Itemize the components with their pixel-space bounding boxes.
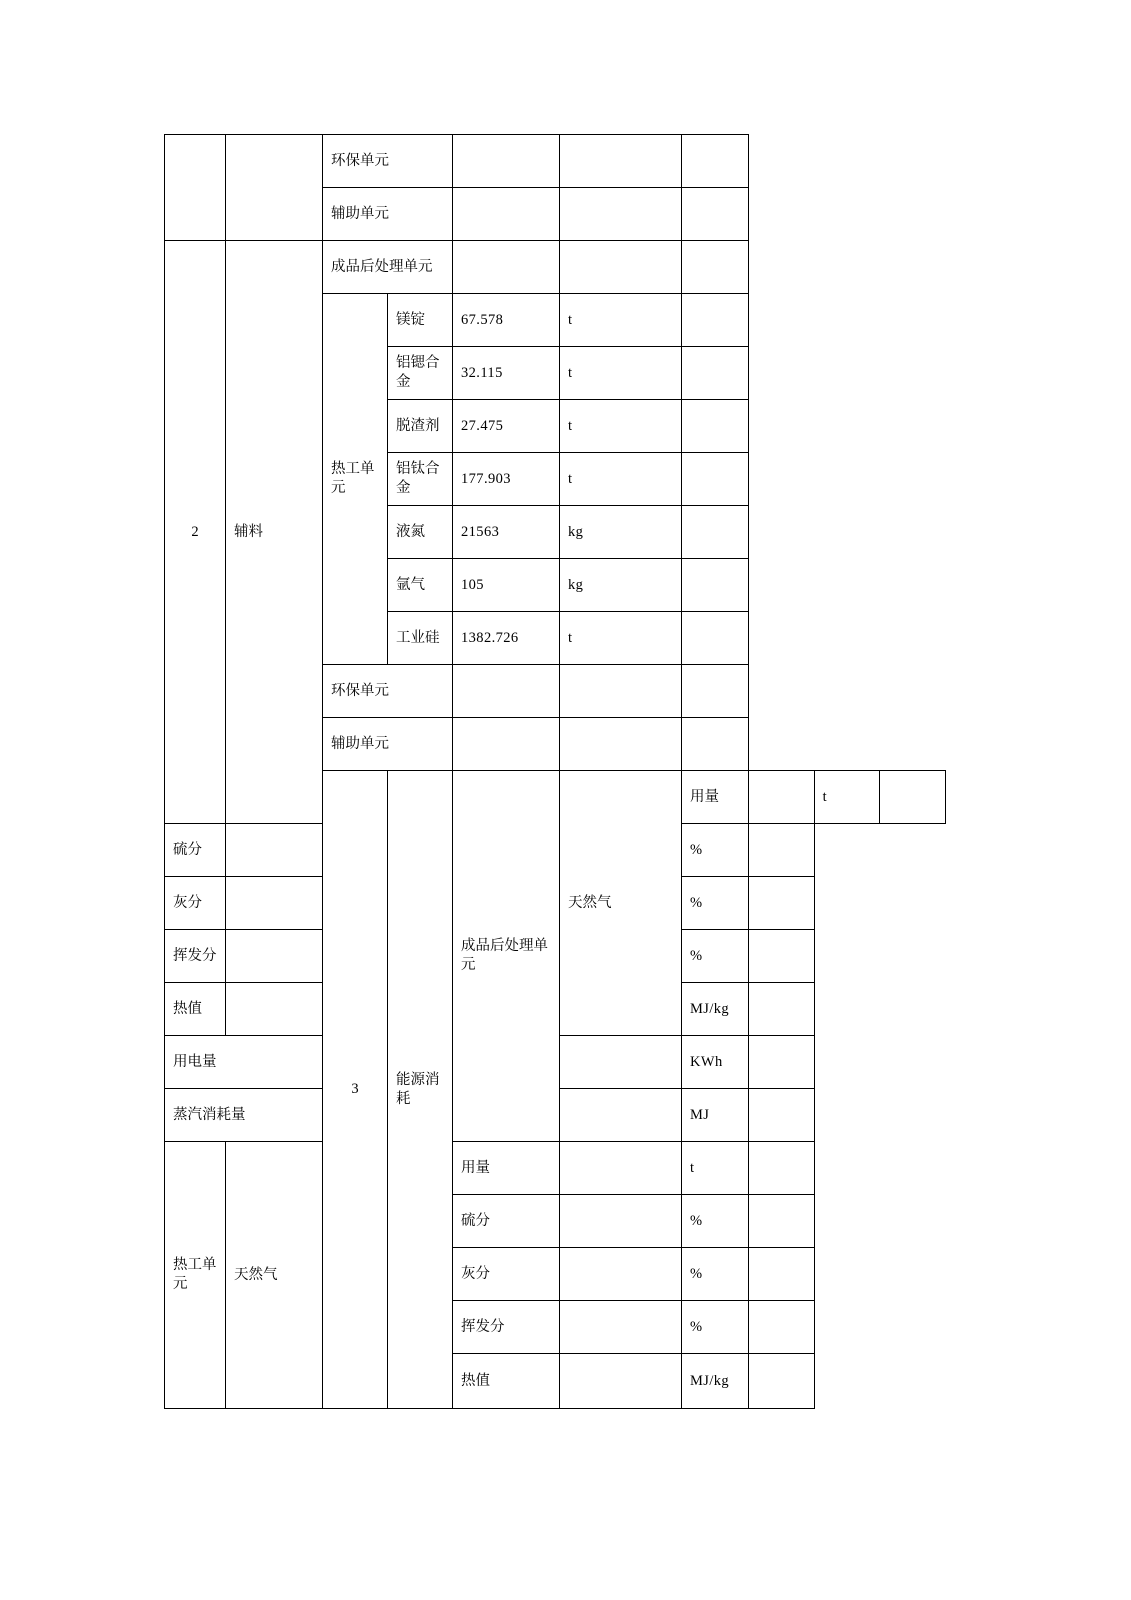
cell-item-liquid-nitrogen: 液氮 <box>388 506 453 559</box>
cell-measure-volatile-1: % <box>682 930 749 983</box>
cell-measure-empty <box>560 241 682 294</box>
cell-measure-argon: kg <box>560 559 682 612</box>
cell-index-3: 3 <box>323 771 388 1409</box>
cell-item-industrial-silicon: 工业硅 <box>388 612 453 665</box>
cell-value-empty <box>453 188 560 241</box>
cell-item-electricity: 用电量 <box>165 1036 323 1089</box>
cell-measure-steam: MJ <box>682 1089 749 1142</box>
cell-note-empty <box>682 612 749 665</box>
cell-measure-empty <box>560 188 682 241</box>
cell-sub-volatile-1: 挥发分 <box>165 930 226 983</box>
cell-note-empty <box>682 241 749 294</box>
cell-category-fuliao <box>226 241 323 824</box>
cell-sub-calorific-1: 热值 <box>165 983 226 1036</box>
cell-measure-liquid-nitrogen: kg <box>560 506 682 559</box>
cell-note-empty <box>682 135 749 188</box>
table-row <box>165 1142 946 1195</box>
table-row <box>165 241 946 294</box>
cell-note-empty <box>682 400 749 453</box>
cell-note-empty <box>749 1195 815 1248</box>
cell-category-energy <box>388 771 453 1409</box>
cell-sub-amount-1: 用量 <box>682 771 749 824</box>
cell-item-al-ti-alloy: 铝钛合金 <box>388 453 453 506</box>
cell-item-natural-gas-2: 天然气 <box>226 1142 323 1409</box>
cell-note-empty <box>682 665 749 718</box>
cell-unit-aux-2: 辅助单元 <box>323 718 453 771</box>
category-label-energy: 能源消耗 <box>396 1071 440 1107</box>
cell-value-empty <box>226 824 323 877</box>
cell-note-empty <box>749 1142 815 1195</box>
cell-note-empty <box>682 453 749 506</box>
cell-item-mg-ingot: 镁锭 <box>388 294 453 347</box>
cell-sub-ash-2: 灰分 <box>453 1248 560 1301</box>
cell-value-al-ti-alloy: 177.903 <box>453 453 560 506</box>
cell-measure-calorific-2: MJ/kg <box>682 1354 749 1409</box>
cell-note-empty <box>682 559 749 612</box>
cell-note-empty <box>749 1301 815 1354</box>
cell-note-empty <box>682 506 749 559</box>
cell-item-natural-gas-1: 天然气 <box>560 771 682 1036</box>
cell-note-empty <box>682 294 749 347</box>
cell-unit-aux-1: 辅助单元 <box>323 188 453 241</box>
cell-unit-thermal-1: 热工单元 <box>323 294 388 665</box>
cell-unit-finished-2: 成品后处理单元 <box>453 771 560 1142</box>
cell-value-empty <box>560 1354 682 1409</box>
cell-measure-empty <box>560 718 682 771</box>
cell-measure-volatile-2: % <box>682 1301 749 1354</box>
cell-value-al-sr-alloy: 32.115 <box>453 347 560 400</box>
cell-value-empty <box>453 718 560 771</box>
cell-measure-empty <box>560 135 682 188</box>
cell-note-empty <box>749 877 815 930</box>
cell-item-al-sr-alloy: 铝锶合金 <box>388 347 453 400</box>
cell-sub-calorific-2: 热值 <box>453 1354 560 1409</box>
cell-note-empty <box>682 188 749 241</box>
cell-value-empty <box>560 1036 682 1089</box>
cell-value-liquid-nitrogen: 21563 <box>453 506 560 559</box>
cell-value-empty <box>226 877 323 930</box>
cell-measure-industrial-silicon: t <box>560 612 682 665</box>
cell-value-industrial-silicon: 1382.726 <box>453 612 560 665</box>
cell-note-empty <box>749 1248 815 1301</box>
cell-value-empty <box>453 665 560 718</box>
cell-value-empty <box>560 1301 682 1354</box>
cell-note-empty <box>749 1089 815 1142</box>
cell-value-empty <box>453 241 560 294</box>
cell-note-empty <box>749 1036 815 1089</box>
cell-item-steam: 蒸汽消耗量 <box>165 1089 323 1142</box>
cell-measure-al-sr-alloy: t <box>560 347 682 400</box>
cell-measure-deslagging-agent: t <box>560 400 682 453</box>
cell-value-empty <box>453 135 560 188</box>
cell-value-deslagging-agent: 27.475 <box>453 400 560 453</box>
cell-measure-sulfur-1: % <box>682 824 749 877</box>
cell-item-argon: 氩气 <box>388 559 453 612</box>
cell-measure-amount-2: t <box>682 1142 749 1195</box>
cell-note-empty <box>682 347 749 400</box>
data-table-container <box>164 134 946 1409</box>
cell-measure-electricity: KWh <box>682 1036 749 1089</box>
cell-sub-amount-2: 用量 <box>453 1142 560 1195</box>
cell-index-2: 2 <box>165 241 226 824</box>
cell-sub-volatile-2: 挥发分 <box>453 1301 560 1354</box>
table-row <box>165 135 946 188</box>
cell-note-empty <box>682 718 749 771</box>
cell-value-empty <box>560 1195 682 1248</box>
cell-measure-empty <box>560 665 682 718</box>
cell-unit-env-1: 环保单元 <box>323 135 453 188</box>
cell-note-empty <box>749 1354 815 1409</box>
cell-measure-calorific-1: MJ/kg <box>682 983 749 1036</box>
cell-note-empty <box>880 771 946 824</box>
cell-measure-ash-1: % <box>682 877 749 930</box>
cell-note-empty <box>749 824 815 877</box>
cell-index-prev <box>165 135 226 241</box>
material-energy-table <box>164 134 946 1409</box>
cell-value-argon: 105 <box>453 559 560 612</box>
cell-value-empty <box>560 1248 682 1301</box>
category-label-fuliao: 辅料 <box>234 523 263 540</box>
cell-unit-finished-1: 成品后处理单元 <box>323 241 453 294</box>
cell-unit-thermal-2: 热工单元 <box>165 1142 226 1409</box>
cell-note-empty <box>749 930 815 983</box>
cell-measure-al-ti-alloy: t <box>560 453 682 506</box>
cell-category-prev <box>226 135 323 241</box>
cell-unit-env-2: 环保单元 <box>323 665 453 718</box>
cell-measure-ash-2: % <box>682 1248 749 1301</box>
cell-value-empty <box>226 983 323 1036</box>
cell-value-empty <box>749 771 815 824</box>
cell-value-empty <box>560 1142 682 1195</box>
cell-measure-mg-ingot: t <box>560 294 682 347</box>
cell-value-mg-ingot: 67.578 <box>453 294 560 347</box>
cell-sub-ash-1: 灰分 <box>165 877 226 930</box>
cell-sub-sulfur-2: 硫分 <box>453 1195 560 1248</box>
cell-value-empty <box>560 1089 682 1142</box>
cell-sub-sulfur-1: 硫分 <box>165 824 226 877</box>
cell-note-empty <box>749 983 815 1036</box>
cell-item-deslagging-agent: 脱渣剂 <box>388 400 453 453</box>
cell-value-empty <box>226 930 323 983</box>
cell-measure-sulfur-2: % <box>682 1195 749 1248</box>
cell-measure-amount-1: t <box>814 771 880 824</box>
